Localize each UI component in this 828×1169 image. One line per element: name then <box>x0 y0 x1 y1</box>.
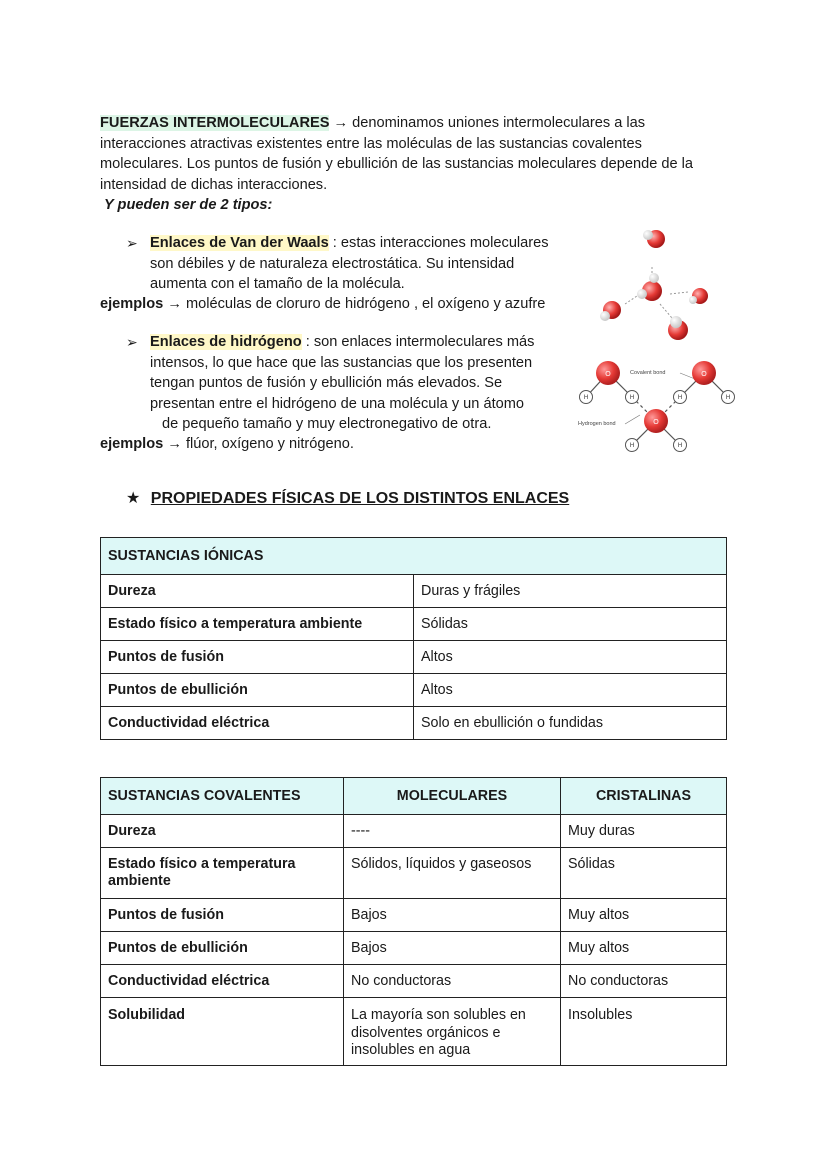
covalent-bond-label: Covalent bond <box>630 370 666 376</box>
row-value: Altos <box>414 674 727 707</box>
row-label: Puntos de fusión <box>101 899 344 932</box>
hbond-text-1: : son enlaces intermoleculares más <box>305 334 535 350</box>
hydrogen-bond-pointer <box>625 415 640 424</box>
covalent-table <box>100 777 727 1066</box>
intro-term: FUERZAS INTERMOLECULARES <box>100 115 330 131</box>
hbond-examples-text: → flúor, oxígeno y nitrógeno. <box>167 436 354 452</box>
vdw-examples-text: → moléculas de cloruro de hidrógeno , el oxígeno y azufre <box>167 296 546 312</box>
hbond-text-3: tengan puntos de fusión y ebullición más elevados. Se <box>150 375 503 391</box>
table-row <box>101 641 727 674</box>
vdw-term: Enlaces de Van der Waals <box>150 235 329 251</box>
row-value: Duras y frágiles <box>414 575 727 608</box>
properties-title: PROPIEDADES FÍSICAS DE LOS DISTINTOS ENLACES <box>150 490 570 507</box>
ionic-table <box>100 537 727 740</box>
table-row <box>101 965 727 998</box>
row-label: Puntos de ebullición <box>101 932 344 965</box>
intro-arrow: → <box>333 115 349 131</box>
vdw-bullet-icon: ➢ <box>126 235 138 251</box>
vdw-text-1: : estas interacciones moleculares <box>332 235 549 251</box>
row-crystalline: Muy altos <box>561 932 727 965</box>
row-label: Estado físico a temperatura ambiente <box>101 608 414 641</box>
intro-line-1 <box>100 113 740 134</box>
vdw-text-2: son débiles y de naturaleza electrostática. Su intensidad <box>150 255 515 272</box>
hydrogen-atom-label: H <box>629 443 635 449</box>
row-value: Sólidas <box>414 608 727 641</box>
covalent-table-header-row <box>101 778 727 815</box>
covalent-header-crystalline: CRISTALINAS <box>561 778 727 815</box>
hydrogen-atom <box>643 230 653 240</box>
row-crystalline: Muy altos <box>561 899 727 932</box>
hydrogen-atom <box>689 296 697 304</box>
table-row <box>101 815 727 848</box>
oxygen-atom-label: O <box>605 371 611 378</box>
row-label: Dureza <box>101 815 344 848</box>
oxygen-atom-label: O <box>701 371 707 378</box>
row-crystalline: No conductoras <box>561 965 727 998</box>
hbond-examples-label: ejemplos <box>100 436 164 452</box>
intro-types: Y pueden ser de 2 tipos: <box>104 197 273 213</box>
row-molecular: ---- <box>344 815 561 848</box>
table-row <box>101 932 727 965</box>
intro-paragraph <box>100 113 740 216</box>
oxygen-atom-label: O <box>653 419 659 426</box>
row-label: Puntos de ebullición <box>101 674 414 707</box>
row-molecular: Sólidos, líquidos y gaseosos <box>344 848 561 899</box>
hbond-examples <box>100 434 580 455</box>
table-row <box>101 707 727 740</box>
hbond-text-2: intensos, lo que hace que las sustancias que los presenten <box>150 354 533 371</box>
hbond-bullet-icon: ➢ <box>126 334 138 350</box>
hydrogen-atom-label: H <box>725 395 731 401</box>
hydrogen-atom-label: H <box>677 395 683 401</box>
row-value: Solo en ebullición o fundidas <box>414 707 727 740</box>
row-label: Dureza <box>101 575 414 608</box>
table-row <box>101 899 727 932</box>
row-molecular: No conductoras <box>344 965 561 998</box>
hydrogen-bond-label: Hydrogen bond <box>578 421 616 427</box>
vdw-text-3: aumenta con el tamaño de la molécula. <box>150 276 405 292</box>
vdw-paragraph <box>150 233 590 295</box>
row-label: Puntos de fusión <box>101 641 414 674</box>
hydrogen-atom <box>670 316 682 328</box>
intro-text-1: denominamos uniones intermoleculares a las <box>352 115 646 131</box>
row-molecular: Bajos <box>344 899 561 932</box>
hbond-paragraph <box>150 332 580 435</box>
vdw-examples <box>100 294 590 315</box>
ionic-table-header: SUSTANCIAS IÓNICAS <box>101 538 727 575</box>
molecule-cluster-illustration <box>590 222 730 347</box>
row-label: Conductividad eléctrica <box>101 707 414 740</box>
row-crystalline: Sólidas <box>561 848 727 899</box>
intro-text-3: moleculares. Los puntos de fusión y ebullición de las sustancias moleculares depende de la <box>100 156 694 172</box>
hydrogen-atom <box>637 289 647 299</box>
table-row <box>101 998 727 1066</box>
hydrogen-bond-diagram <box>570 355 742 457</box>
hydrogen-atom-label: H <box>677 443 683 449</box>
row-label: Solubilidad <box>101 998 344 1066</box>
row-crystalline: Insolubles <box>561 998 727 1066</box>
intro-text-4: intensidad de dichas interacciones. <box>100 176 328 193</box>
hydrogen-atom-label: H <box>629 395 635 401</box>
row-label: Estado físico a temperatura ambiente <box>101 848 344 899</box>
table-row <box>101 848 727 899</box>
hbond-text-5: de pequeño tamaño y muy electronegativo de otra. <box>162 416 492 432</box>
ionic-table-header-row <box>101 538 727 575</box>
intro-text-2: interacciones atractivas existentes entre las moléculas de las sustancias covalentes <box>100 135 642 152</box>
row-value: Altos <box>414 641 727 674</box>
properties-heading <box>126 488 569 508</box>
table-row <box>101 575 727 608</box>
star-icon: ★ <box>126 490 141 507</box>
vdw-examples-label: ejemplos <box>100 296 164 312</box>
covalent-header-molecular: MOLECULARES <box>344 778 561 815</box>
row-label: Conductividad eléctrica <box>101 965 344 998</box>
hydrogen-atom <box>600 311 610 321</box>
hbond-text-4: presentan entre el hidrógeno de una molécula y un átomo <box>150 395 525 412</box>
table-row <box>101 608 727 641</box>
hbond-term: Enlaces de hidrógeno <box>150 334 302 350</box>
row-molecular: Bajos <box>344 932 561 965</box>
covalent-header-substances: SUSTANCIAS COVALENTES <box>101 778 344 815</box>
table-row <box>101 674 727 707</box>
hydrogen-atom <box>649 273 659 283</box>
row-molecular: La mayoría son solubles en disolventes orgánicos e insolubles en agua <box>344 998 561 1066</box>
row-crystalline: Muy duras <box>561 815 727 848</box>
hydrogen-atom-label: H <box>583 395 589 401</box>
